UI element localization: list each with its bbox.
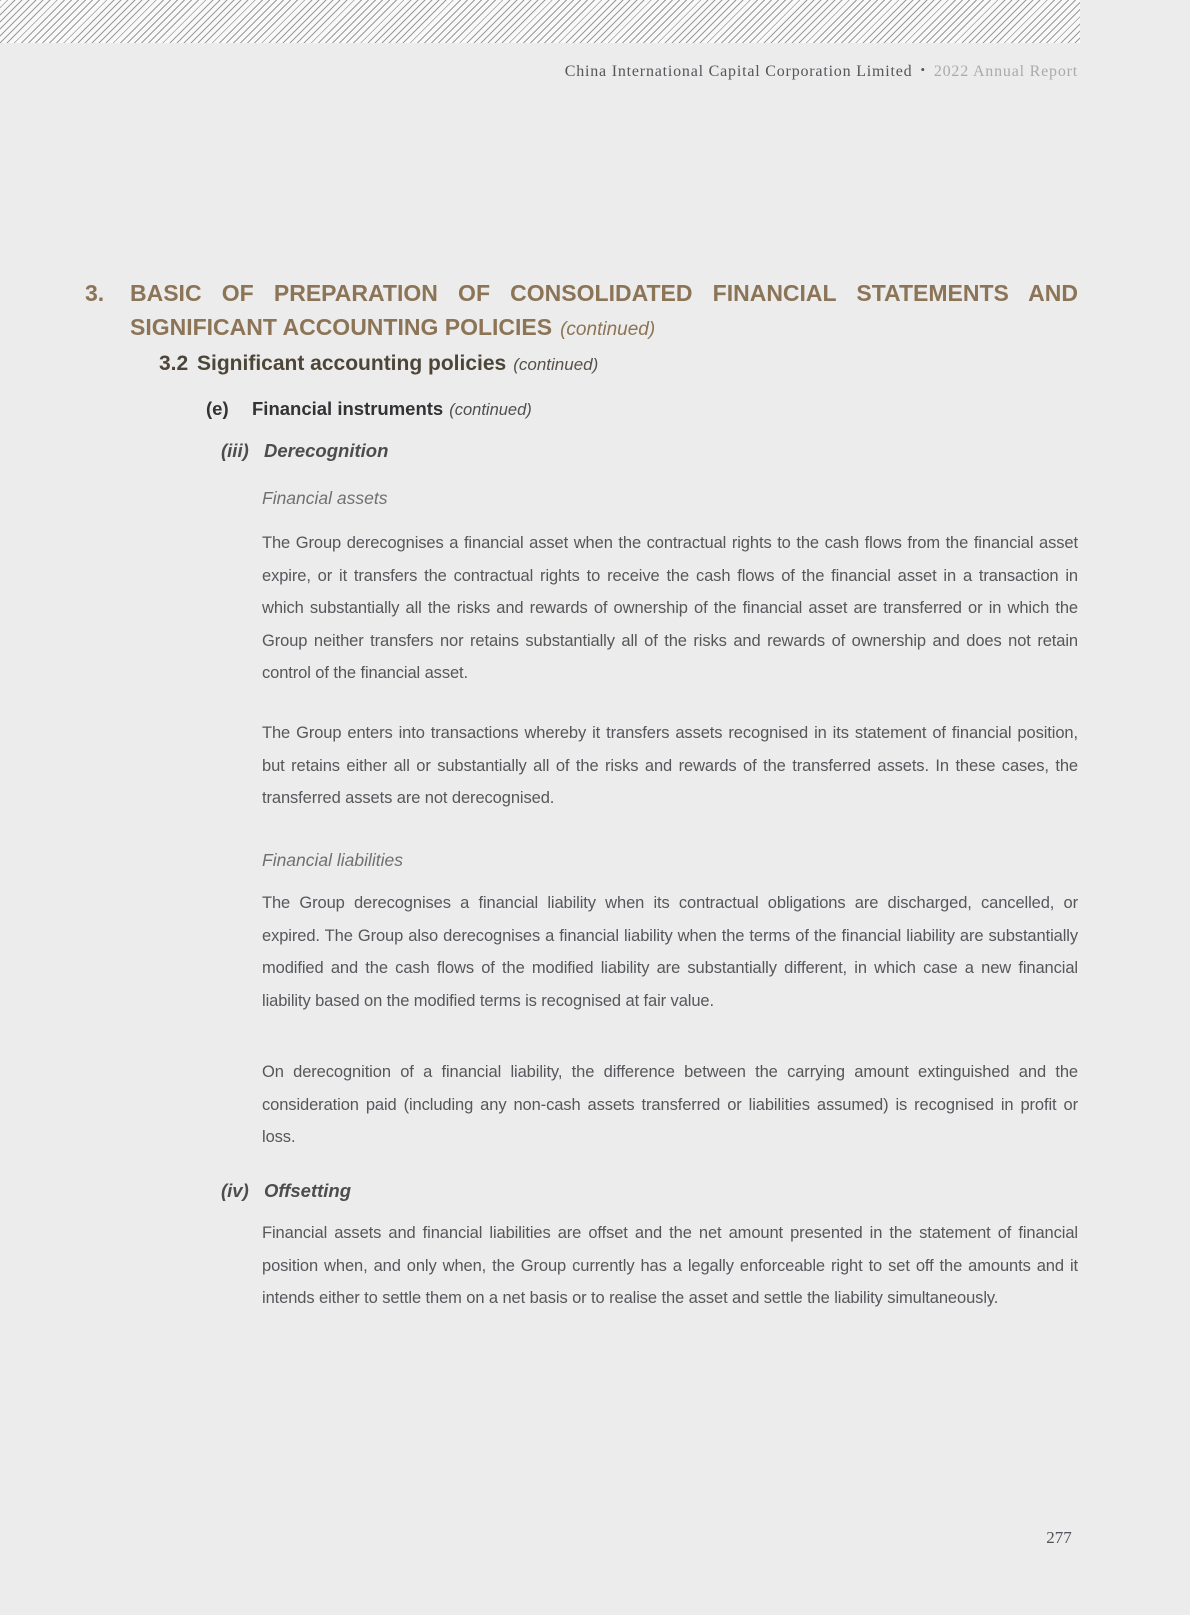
section-heading [85, 276, 1078, 347]
header-bullet-icon: • [920, 62, 926, 77]
running-header [565, 63, 1078, 81]
financial-liabilities-paragraph-1: The Group derecognises a financial liability when its contractual obligations are discharged, cancelled, or expired. The Group also derecognises a financial liability when the terms of the financial liability are substantially modified and the cash flows of the modified liability are substantially different, in which case a new financial liability based on the modified terms is recognised at fair value. [262, 894, 1078, 1010]
section-number: 3. [85, 280, 105, 306]
derecognition-title: Derecognition [264, 440, 389, 461]
financial-liabilities-subtitle: Financial liabilities [262, 850, 404, 870]
derecognition-heading [221, 440, 388, 462]
offsetting-label: (iv) [221, 1180, 249, 1201]
item-e-heading [206, 398, 532, 420]
item-e-label: (e) [206, 398, 229, 419]
subsection-number: 3.2 [159, 352, 189, 375]
item-e-title: Financial instruments [252, 398, 444, 419]
report-title: 2022 Annual Report [933, 63, 1078, 80]
section-title-line1: BASIC OF PREPARATION OF CONSOLIDATED FINANCIAL STATEMENTS AND [130, 280, 1078, 306]
subsection-title: Significant accounting policies [197, 352, 507, 375]
offsetting-title: Offsetting [264, 1180, 352, 1201]
item-e-continued: (continued) [449, 401, 532, 419]
section-continued: (continued) [560, 319, 656, 340]
financial-assets-paragraph-2: The Group enters into transactions whereby it transfers assets recognised in its statement of financial position, but retains either all or substantially all of the risks and rewards of the transferred assets. In these cases, the transferred assets are not derecognised. [262, 724, 1078, 807]
offsetting-paragraph-1: Financial assets and financial liabilities are offset and the net amount presented in the statement of financial position when, and only when, the Group currently has a legally enforceable right to set off the amounts and it intends either to settle them on a net basis or to realise the asset and settle the liability simultaneously. [262, 1224, 1078, 1307]
section-title-line2 [130, 310, 1078, 347]
financial-liabilities-paragraph-2: On derecognition of a financial liability, the difference between the carrying amount extinguished and the consideration paid (including any non-cash assets transferred or liabilities assumed) is recognised in profit or loss. [262, 1063, 1078, 1146]
subsection-heading [159, 352, 598, 376]
financial-assets-paragraph-1: The Group derecognises a financial asset when the contractual rights to the cash flows from the financial asset expire, or it transfers the contractual rights to receive the cash flows of the financial asset in a transaction in which substantially all the risks and rewards of ownership of the financial asset are transferred or in which the Group neither transfers nor retains substantially all of the risks and rewards of ownership and does not retain control of the financial asset. [262, 534, 1078, 682]
financial-assets-subtitle: Financial assets [262, 488, 388, 508]
subsection-continued: (continued) [513, 355, 599, 374]
page-number: 277 [1046, 1528, 1072, 1547]
company-name: China International Capital Corporation Limited [564, 63, 913, 80]
top-hatch-band [0, 0, 1080, 43]
derecognition-label: (iii) [221, 440, 249, 461]
offsetting-heading [221, 1180, 351, 1202]
section-title-line2-text: SIGNIFICANT ACCOUNTING POLICIES [130, 314, 553, 340]
